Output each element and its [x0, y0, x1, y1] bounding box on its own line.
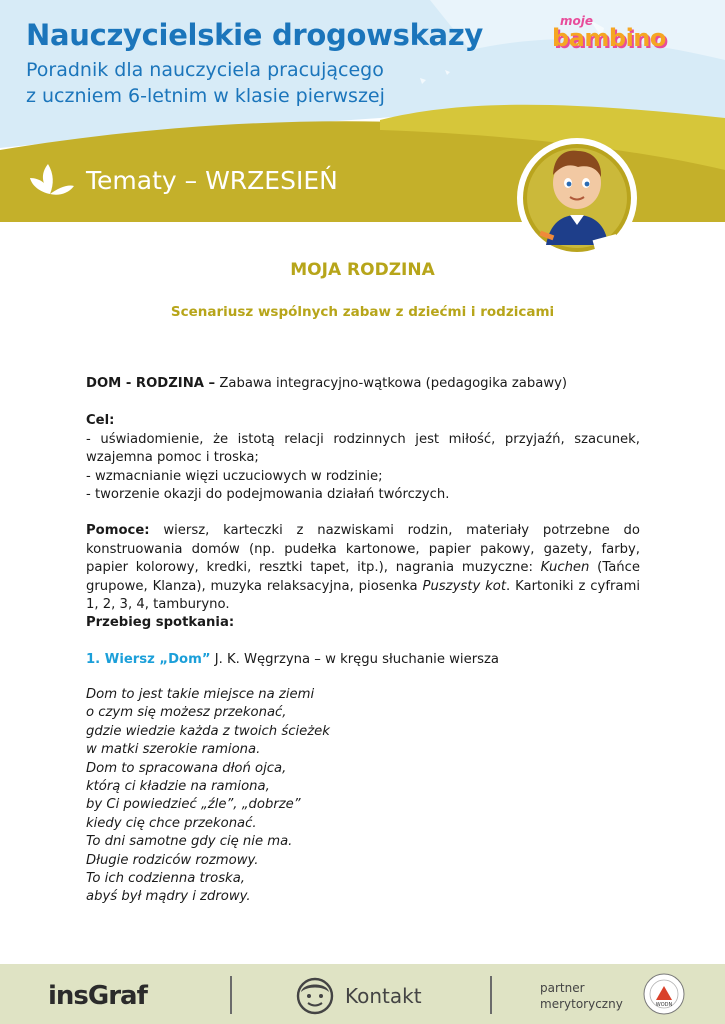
przebieg-label: Przebieg spotkania:	[86, 615, 235, 630]
cel-label: Cel:	[86, 413, 115, 428]
poem-line: by Ci powiedzieć „źle”, „dobrze”	[86, 797, 301, 813]
pomoce-text: . Kartoniki z cyframi 1, 2, 3, 4, tamburyno.	[86, 578, 641, 612]
przebieg-section	[86, 614, 640, 633]
wiersz-line	[86, 651, 640, 670]
subtitle-line-2: z uczniem 6-letnim w klasie pierwszej	[26, 85, 385, 107]
page-subtitle	[26, 57, 385, 109]
page-footer	[0, 964, 725, 1024]
poem-line: To ich codzienna troska,	[86, 871, 245, 887]
section-subheading: Scenariusz wspólnych zabaw z dziećmi i rodzicami	[170, 304, 555, 320]
poem-line: w matki szerokie ramiona.	[86, 742, 261, 758]
kontakt-link[interactable]: Kontakt	[345, 984, 422, 1008]
page-header	[0, 0, 725, 222]
partner-line-1: partner	[540, 981, 585, 995]
pomoce-section	[86, 522, 640, 615]
insgraf-logo[interactable]: insGraf	[48, 981, 147, 1011]
cel-item: - wzmacnianie więzi uczuciowych w rodzinie;	[86, 468, 383, 484]
footer-divider	[490, 976, 492, 1014]
pomoce-italic: Puszysty kot	[422, 578, 507, 594]
pomoce-label: Pomoce:	[86, 523, 150, 538]
section-heading: MOJA RODZINA	[290, 260, 435, 280]
footer-divider	[230, 976, 232, 1014]
intro-bold: DOM - RODZINA –	[86, 376, 216, 391]
boy-avatar	[516, 125, 638, 271]
leaf-icon	[28, 160, 76, 196]
poem-line: o czym się możesz przekonać,	[86, 705, 287, 721]
pomoce-text: wiersz, karteczki z nazwiskami rodzin, materiały potrzebne do konstruowania domów (np. pudełka kartonowe, papier pakowy, gazety, farby, papier kolorowy, kredki, resztki tapet, itp.), nagrania muzyczne:	[86, 523, 640, 575]
poem-line: którą ci kładzie na ramiona,	[86, 779, 270, 795]
subtitle-line-1: Poradnik dla nauczyciela pracującego	[26, 59, 384, 81]
topic-title: Tematy – WRZESIEŃ	[86, 166, 338, 195]
partner-line-2: merytoryczny	[540, 997, 623, 1011]
logo-small-text: moje	[560, 14, 593, 28]
kontakt-face-icon[interactable]	[295, 976, 335, 1016]
partner-label	[540, 980, 623, 1012]
poem-line: Dom to spracowana dłoń ojca,	[86, 760, 287, 776]
page-title: Nauczycielskie drogowskazy	[26, 18, 484, 52]
poem-line: To dni samotne gdy cię nie ma.	[86, 834, 293, 850]
poem-line: abyś był mądry i zdrowy.	[86, 889, 251, 905]
cel-section	[86, 412, 640, 505]
intro-text: Zabawa integracyjno-wątkowa (pedagogika zabawy)	[215, 376, 568, 391]
pomoce-italic: Kuchen	[540, 560, 590, 575]
wodn-seal-logo[interactable]	[642, 972, 686, 1016]
logo-main-text: bambino	[552, 24, 666, 52]
pomoce-text: (Tańce grupowe, Klanza), muzyka relaksacyjna, piosenka	[86, 560, 640, 594]
wodn-text: WODN	[655, 1002, 673, 1008]
poem-line: gdzie wiedzie każda z twoich ścieżek	[86, 723, 330, 739]
poem-line: kiedy cię chce przekonać.	[86, 815, 257, 831]
poem	[86, 686, 640, 907]
poem-line: Dom to jest takie miejsce na ziemi	[86, 687, 315, 702]
intro-paragraph	[86, 375, 640, 394]
cel-item: - uświadomienie, że istotą relacji rodzinnych jest miłość, przyjaźń, szacunek, wzajemna pomoc i troska;	[86, 431, 640, 465]
wiersz-label: 1. Wiersz „Dom”	[86, 652, 211, 667]
cel-item: - tworzenie okazji do podejmowania działań twórczych.	[86, 487, 450, 502]
poem-line: Długie rodziców rozmowy.	[86, 852, 259, 868]
wiersz-text: J. K. Węgrzyna – w kręgu słuchanie wiersza	[210, 652, 500, 667]
